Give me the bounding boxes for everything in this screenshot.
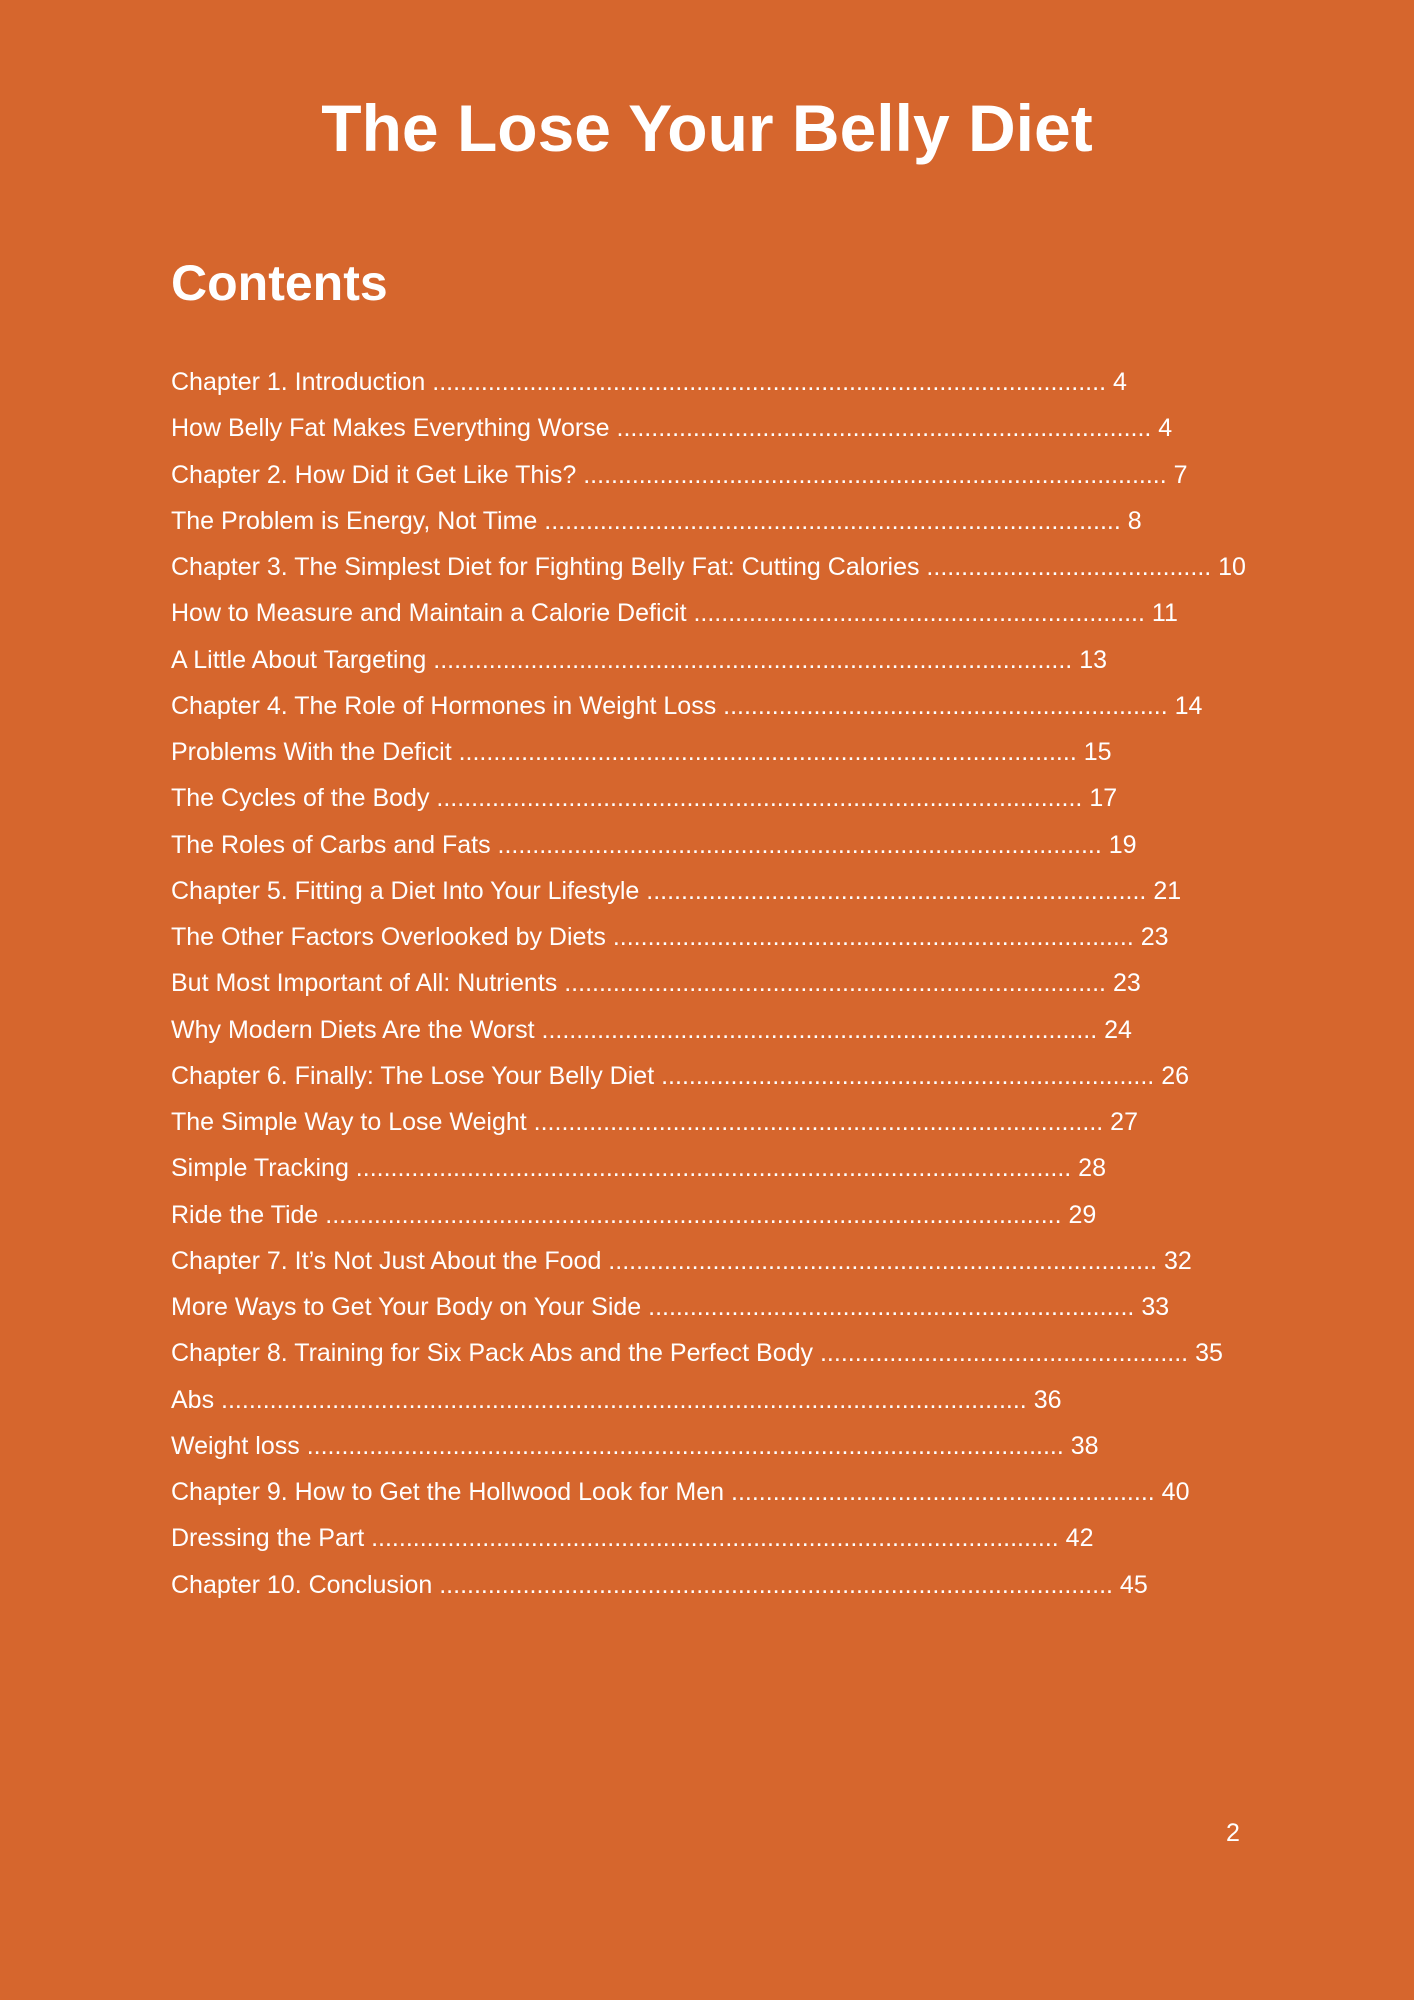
toc-entry[interactable] xyxy=(171,1423,1246,1469)
toc-entry-title: The Simple Way to Lose Weight xyxy=(171,1108,527,1136)
toc-entry-title: Chapter 8. Training for Six Pack Abs and the Perfect Body xyxy=(171,1339,814,1368)
toc-entry-title: Chapter 6. Finally: The Lose Your Belly Diet xyxy=(171,1061,655,1090)
toc-entry-page: 28 xyxy=(1078,1154,1106,1183)
contents-heading: Contents xyxy=(171,255,388,311)
toc-entry-title: Simple Tracking xyxy=(171,1154,349,1183)
toc-dot-leader: ............................................................................................ xyxy=(426,645,1080,674)
toc-entry-title: More Ways to Get Your Body on Your Side xyxy=(171,1293,642,1321)
toc-entry-title: The Other Factors Overlooked by Diets xyxy=(171,923,606,951)
toc-entry[interactable] xyxy=(171,590,1246,636)
toc-dot-leader: .............................................................................. xyxy=(557,969,1113,998)
toc-entry[interactable] xyxy=(171,452,1246,498)
toc-entry-page: 35 xyxy=(1195,1339,1223,1368)
toc-entry-title: Ride the Tide xyxy=(171,1200,319,1229)
toc-entry-title: Chapter 9. How to Get the Hollwood Look for Men xyxy=(171,1478,725,1506)
toc-entry[interactable] xyxy=(171,1145,1246,1191)
toc-entry[interactable] xyxy=(171,1007,1246,1053)
page-number: 2 xyxy=(1226,1819,1240,1847)
toc-entry-title: The Cycles of the Body xyxy=(171,784,430,813)
toc-entry[interactable] xyxy=(171,1562,1246,1608)
toc-entry[interactable] xyxy=(171,960,1246,1006)
toc-dot-leader: .................................................................................................................... xyxy=(214,1385,1034,1414)
toc-dot-leader: ................................................................................ xyxy=(534,1015,1105,1044)
toc-entry-page: 4 xyxy=(1158,414,1173,443)
toc-entry-page: 33 xyxy=(1141,1293,1170,1321)
toc-dot-leader: ...................................................................... xyxy=(641,1293,1142,1321)
toc-entry[interactable] xyxy=(171,729,1246,775)
toc-dot-leader: ............................................................................................. xyxy=(429,784,1090,813)
toc-entry[interactable] xyxy=(171,822,1246,868)
toc-entry-page: 26 xyxy=(1161,1061,1190,1090)
toc-entry-title: But Most Important of All: Nutrients xyxy=(171,969,558,998)
toc-entry-title: Chapter 1. Introduction xyxy=(171,368,426,396)
toc-entry-title: How to Measure and Maintain a Calorie Deficit xyxy=(171,599,687,628)
toc-entry-page: 40 xyxy=(1161,1478,1190,1506)
toc-entry-title: Weight loss xyxy=(171,1431,300,1460)
toc-dot-leader: ................................................................................................. xyxy=(425,368,1113,396)
toc-entry-title: Abs xyxy=(171,1385,215,1414)
toc-dot-leader: .................................................................................. xyxy=(526,1108,1111,1136)
toc-entry-title: Chapter 7. It’s Not Just About the Food xyxy=(171,1246,602,1275)
toc-dot-leader: ............................................................................. xyxy=(609,414,1159,443)
toc-entry[interactable] xyxy=(171,405,1246,451)
toc-entry-page: 45 xyxy=(1119,1570,1148,1599)
toc-dot-leader: .................................................................................... xyxy=(576,460,1174,489)
toc-entry-title: Dressing the Part xyxy=(171,1524,365,1553)
toc-entry[interactable] xyxy=(171,1053,1246,1099)
toc-entry[interactable] xyxy=(171,1515,1246,1561)
toc-entry[interactable] xyxy=(171,1284,1246,1330)
toc-entry[interactable] xyxy=(171,775,1246,821)
toc-entry[interactable] xyxy=(171,1192,1246,1238)
toc-entry-page: 36 xyxy=(1033,1385,1062,1414)
toc-entry-page: 42 xyxy=(1065,1524,1094,1553)
toc-entry[interactable] xyxy=(171,1099,1246,1145)
toc-dot-leader: ......................................... xyxy=(919,553,1219,581)
toc-entry-page: 29 xyxy=(1068,1200,1097,1229)
toc-dot-leader: ............................................................................... xyxy=(601,1246,1164,1275)
toc-entry[interactable] xyxy=(171,1330,1246,1376)
toc-entry-title: The Roles of Carbs and Fats xyxy=(171,830,491,859)
toc-dot-leader: ................................................................................... xyxy=(537,506,1128,535)
toc-dot-leader: ................................................................ xyxy=(716,691,1175,720)
table-of-contents xyxy=(171,359,1246,1608)
toc-entry-page: 19 xyxy=(1108,830,1137,859)
toc-entry-title: How Belly Fat Makes Everything Worse xyxy=(171,414,610,443)
toc-entry[interactable] xyxy=(171,868,1246,914)
toc-dot-leader: ....................................................................................................... xyxy=(348,1154,1079,1183)
toc-entry-page: 10 xyxy=(1218,553,1246,581)
toc-entry-page: 38 xyxy=(1070,1431,1099,1460)
toc-entry-title: Chapter 4. The Role of Hormones in Weight Loss xyxy=(171,691,717,720)
toc-entry-page: 4 xyxy=(1112,368,1127,396)
toc-entry-page: 14 xyxy=(1174,691,1203,720)
toc-entry-title: Problems With the Deficit xyxy=(171,738,452,766)
toc-entry-title: Chapter 2. How Did it Get Like This? xyxy=(171,460,577,489)
toc-dot-leader: ................................................................................................. xyxy=(432,1570,1120,1599)
toc-entry-page: 17 xyxy=(1089,784,1118,813)
toc-entry-title: Chapter 3. The Simplest Diet for Fighting Belly Fat: Cutting Calories xyxy=(171,553,920,581)
toc-dot-leader: ................................................................................................... xyxy=(364,1524,1066,1553)
toc-entry-page: 11 xyxy=(1151,599,1178,628)
toc-dot-leader: ............................................................................................................. xyxy=(299,1431,1071,1460)
toc-entry[interactable] xyxy=(171,1469,1246,1515)
toc-entry-page: 21 xyxy=(1153,876,1182,905)
toc-dot-leader: ......................................................................................... xyxy=(451,738,1084,766)
toc-dot-leader: ................................................................. xyxy=(686,599,1152,628)
toc-entry[interactable] xyxy=(171,1377,1246,1423)
toc-entry-page: 23 xyxy=(1112,969,1141,998)
toc-entry-title: Chapter 10. Conclusion xyxy=(171,1570,433,1599)
toc-dot-leader: ..................................................... xyxy=(813,1339,1196,1368)
toc-dot-leader: ........................................................................ xyxy=(639,876,1154,905)
toc-dot-leader: .......................................................................................................... xyxy=(318,1200,1069,1229)
toc-entry[interactable] xyxy=(171,544,1246,590)
toc-entry-page: 23 xyxy=(1140,923,1169,951)
toc-entry-page: 27 xyxy=(1110,1108,1138,1136)
toc-dot-leader: ....................................................................... xyxy=(654,1061,1162,1090)
toc-entry[interactable] xyxy=(171,683,1246,729)
toc-entry-title: Why Modern Diets Are the Worst xyxy=(171,1015,535,1044)
toc-entry[interactable] xyxy=(171,637,1246,683)
toc-entry[interactable] xyxy=(171,498,1246,544)
toc-entry-page: 7 xyxy=(1173,460,1188,489)
toc-entry-page: 8 xyxy=(1127,506,1142,535)
toc-entry[interactable] xyxy=(171,1238,1246,1284)
toc-entry-page: 24 xyxy=(1104,1015,1132,1044)
toc-entry-title: A Little About Targeting xyxy=(171,645,427,674)
toc-entry-page: 15 xyxy=(1083,738,1112,766)
toc-dot-leader: ............................................................. xyxy=(724,1478,1162,1506)
toc-entry-page: 13 xyxy=(1079,645,1108,674)
document-title: The Lose Your Belly Diet xyxy=(321,91,1093,165)
toc-dot-leader: ........................................................................... xyxy=(605,923,1141,951)
toc-entry[interactable] xyxy=(171,914,1246,960)
toc-entry-title: The Problem is Energy, Not Time xyxy=(171,506,538,535)
toc-dot-leader: ....................................................................................... xyxy=(490,830,1109,859)
toc-entry[interactable] xyxy=(171,359,1246,405)
toc-entry-page: 32 xyxy=(1163,1246,1192,1275)
toc-entry-title: Chapter 5. Fitting a Diet Into Your Lifestyle xyxy=(171,876,640,905)
